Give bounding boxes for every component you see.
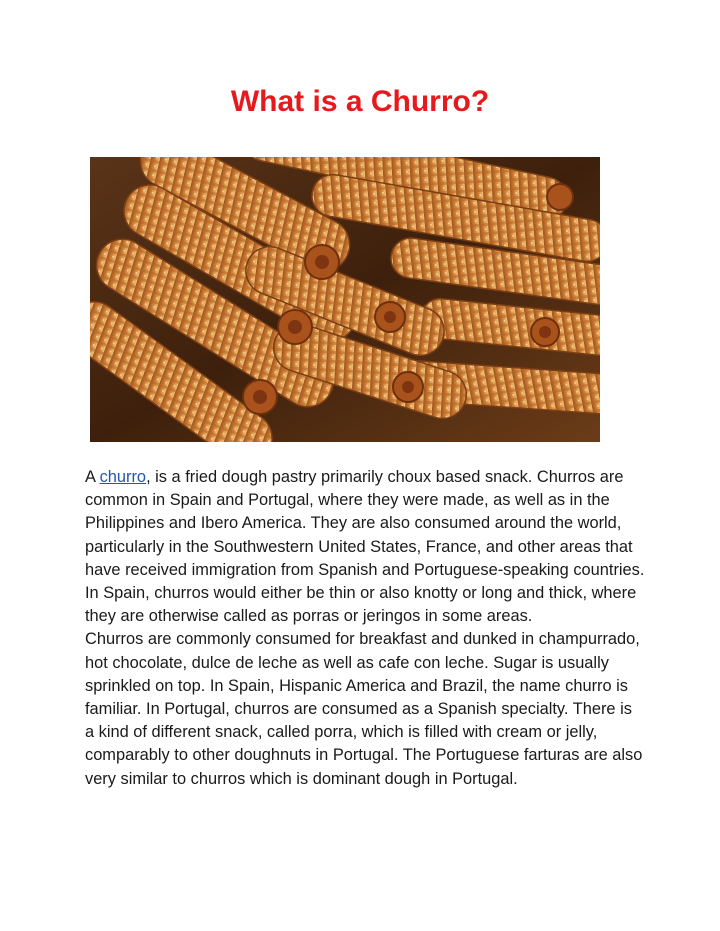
paragraph-consumption: Churros are commonly consumed for breakfast and dunked in champurrado, hot chocolate, dulce de leche as well as cafe con leche. Sugar is usually sprinkled on top. In Spain, Hispanic America and Brazil, the name churro is familiar. In Portugal, churros are consumed as a Spanish specialty. There is a kind of different snack, called porra, which is filled with cream or jelly, comparably to other doughnuts in Portugal. The Portuguese farturas are also very similar to churros which is dominant dough in Portugal. [85, 630, 643, 788]
page-title: What is a Churro? [230, 85, 490, 118]
paragraph-intro-prefix: A [85, 468, 100, 486]
article-body [85, 466, 645, 791]
paragraph-intro-text: , is a fried dough pastry primarily choux based snack. Churros are common in Spain and Portugal, where they were made, as well as in the Philippines and Ibero America. They are also consumed around the world, particularly in the Southwestern United States, France, and other areas that have received immigration from Spanish and Portuguese-speaking countries. In Spain, churros would either be thin or also knotty or long and thick, where they are otherwise called as porras or jeringos in some areas. [85, 468, 645, 626]
churros-photo [90, 157, 600, 442]
paragraph-intro [85, 466, 645, 628]
churro-link[interactable]: churro [99, 468, 147, 486]
